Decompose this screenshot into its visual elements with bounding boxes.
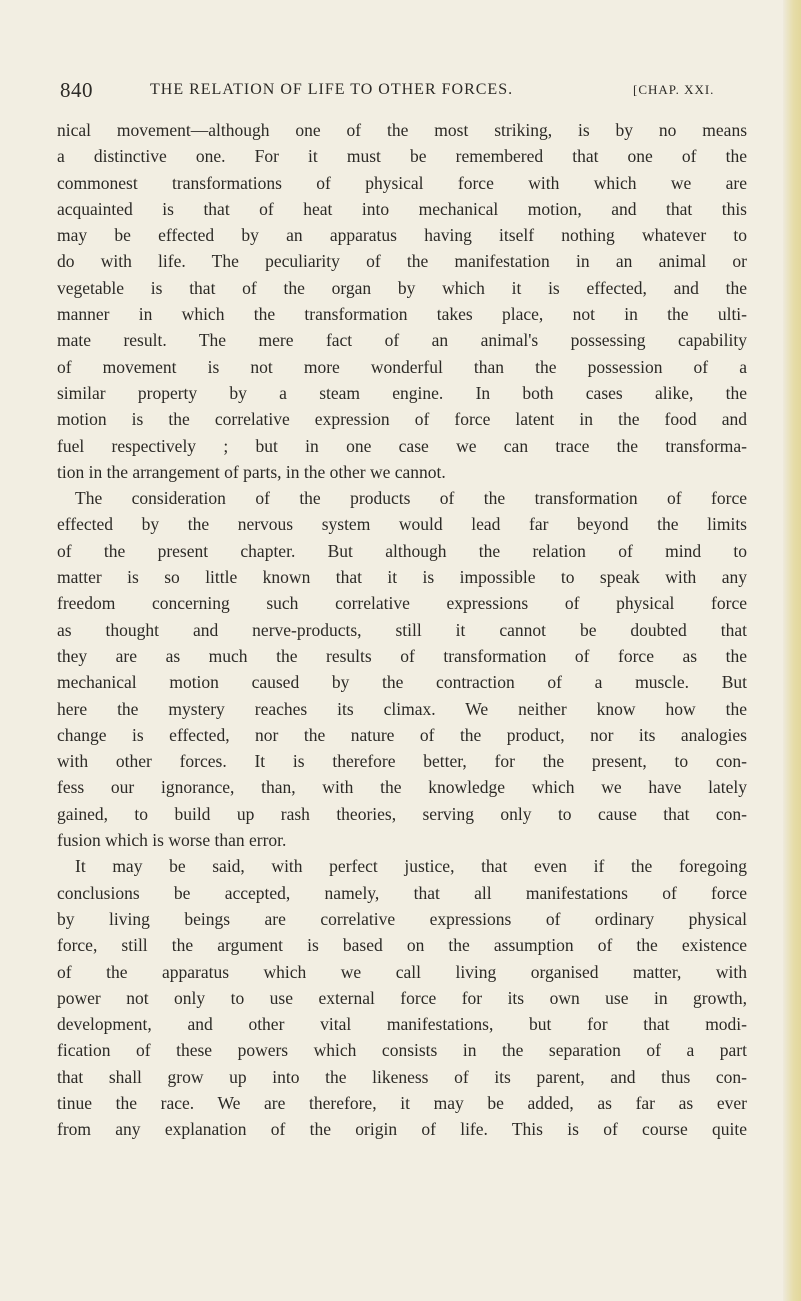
text-line: force, still the argument is based on the assumption of the existence: [57, 935, 747, 956]
running-header: [60, 78, 740, 106]
text-line: nical movement—although one of the most striking, is by no means: [57, 120, 747, 140]
text-line: mechanical motion caused by the contraction of a muscle. But: [57, 672, 747, 693]
text-line: with other forces. It is therefore better, for the present, to con-: [57, 751, 747, 772]
text-line: do with life. The peculiarity of the manifestation in an animal or: [57, 251, 747, 272]
text-line: conclusions be accepted, namely, that all manifestations of force: [57, 882, 747, 903]
text-line: fess our ignorance, than, with the knowledge which we have lately: [57, 777, 747, 798]
text-line: tinue the race. We are therefore, it may be added, as far as ever: [57, 1092, 747, 1113]
text-line: fusion which is worse than error.: [57, 830, 287, 851]
text-line: gained, to build up rash theories, serving only to cause that con-: [57, 803, 747, 824]
paragraph: [57, 117, 747, 485]
text-line: It may be said, with perfect justice, that even if the foregoing: [75, 856, 747, 877]
text-line: mate result. The mere fact of an animal's possessing capability: [57, 330, 747, 351]
text-line: they are as much the results of transformation of force as the: [57, 645, 747, 666]
chapter-reference: [CHAP. XXI.: [633, 82, 715, 97]
text-line: a distinctive one. For it must be remembered that one of the: [57, 146, 747, 167]
text-line: matter is so little known that it is impossible to speak with any: [57, 567, 747, 588]
text-line: by living beings are correlative expressions of ordinary physical: [57, 908, 747, 929]
text-line: commonest transformations of physical force with which we are: [57, 172, 747, 193]
text-line: of the present chapter. But although the relation of mind to: [57, 540, 747, 561]
text-line: tion in the arrangement of parts, in the other we cannot.: [57, 461, 446, 482]
text-line: may be effected by an apparatus having itself nothing whatever to: [57, 225, 747, 246]
text-line: manner in which the transformation takes place, not in the ulti-: [57, 304, 747, 325]
text-line: freedom concerning such correlative expressions of physical force: [57, 593, 747, 614]
text-line: of the apparatus which we call living organised matter, with: [57, 961, 747, 982]
text-line: change is effected, nor the nature of the product, nor its analogies: [57, 724, 747, 745]
text-line: of movement is not more wonderful than the possession of a: [57, 356, 747, 377]
body-text: [57, 117, 747, 1143]
text-line: vegetable is that of the organ by which it is effected, and the: [57, 277, 747, 298]
text-line: that shall grow up into the likeness of its parent, and thus con-: [57, 1066, 747, 1087]
page-number: 840: [60, 78, 93, 102]
running-title: THE RELATION OF LIFE TO OTHER FORCES.: [150, 81, 514, 98]
text-line: effected by the nervous system would lead far beyond the limits: [57, 514, 747, 535]
text-line: development, and other vital manifestations, but for that modi-: [57, 1014, 747, 1035]
text-line: The consideration of the products of the transformation of force: [75, 488, 747, 509]
page-edge: [783, 0, 801, 1301]
text-line: here the mystery reaches its climax. We neither know how the: [57, 698, 747, 719]
paragraph: [57, 853, 747, 1142]
text-line: fuel respectively ; but in one case we can trace the transforma-: [57, 435, 747, 456]
text-line: from any explanation of the origin of life. This is of course quite: [57, 1119, 747, 1140]
text-line: similar property by a steam engine. In both cases alike, the: [57, 382, 747, 403]
text-line: acquainted is that of heat into mechanical motion, and that this: [57, 198, 747, 219]
text-line: fication of these powers which consists in the separation of a part: [57, 1040, 747, 1061]
paragraph: [57, 485, 747, 853]
text-line: power not only to use external force for its own use in growth,: [57, 987, 747, 1008]
text-line: as thought and nerve-products, still it cannot be doubted that: [57, 619, 747, 640]
text-line: motion is the correlative expression of force latent in the food and: [57, 409, 747, 430]
